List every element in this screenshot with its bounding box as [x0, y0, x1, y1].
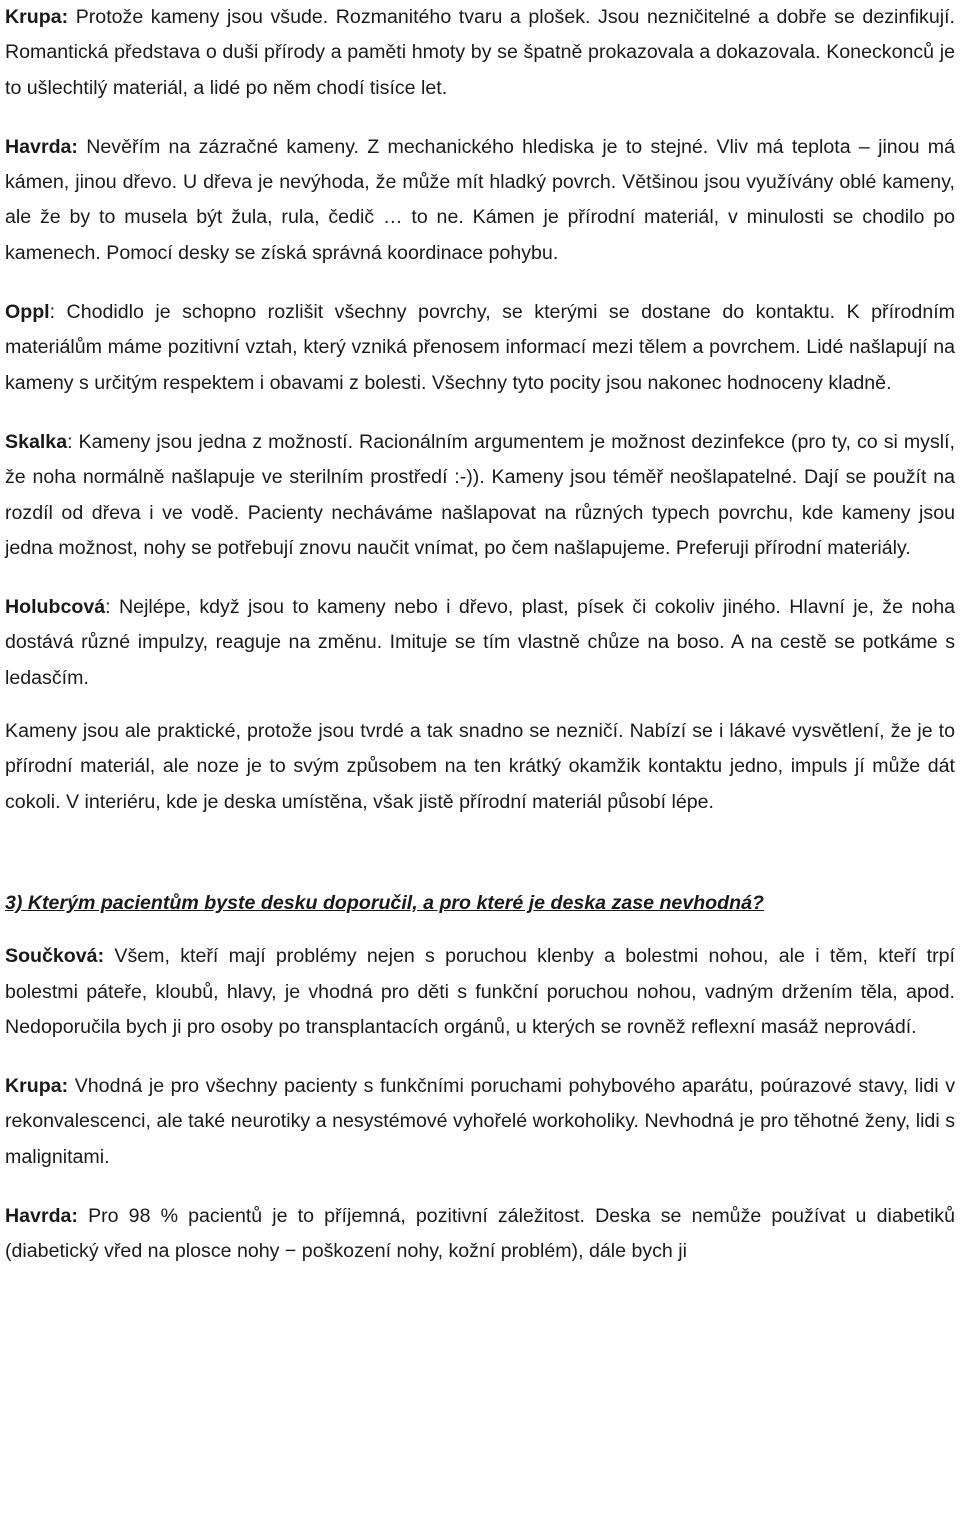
speaker-name: Součková:: [5, 945, 105, 968]
paragraph-skalka: [5, 425, 955, 566]
paragraph-text: Pro 98 % pacientů je to příjemná, pozitivní záležitost. Deska se nemůže používat u diabetiků (diabetický vřed na plosce nohy − poškození nohy, kožní problém), dále bych ji: [5, 1205, 955, 1263]
question-heading: 3) Kterým pacientům byste desku doporučil, a pro které je deska zase nevhodná?: [5, 891, 764, 914]
paragraph-text: Vhodná je pro všechny pacienty s funkčními poruchami pohybového aparátu, poúrazové stavy, lidi v rekonvalescenci, ale také neurotiky a nesystémové vyhořelé workoholiky. Nevhodná je pro těhotné ženy, lidi s malignitami.: [5, 1075, 955, 1168]
paragraph-text: Protože kameny jsou všude. Rozmanitého tvaru a plošek. Jsou nezničitelné a dobře se dezinfikují. Romantická představa o duši přírody a paměti hmoty by se špatně prokazovala a dokazovala. Koneckonců je to ušlechtilý materiál, a lidé po něm chodí tisíce let.: [5, 6, 955, 99]
document-page: [5, 0, 955, 1270]
paragraph-oppl: [5, 295, 955, 401]
paragraph-holubcova-continued: [5, 714, 955, 820]
answer-havrda: [5, 1199, 955, 1270]
speaker-name: Oppl: [5, 301, 50, 324]
paragraph-text: Nevěřím na zázračné kameny. Z mechanického hlediska je to stejné. Vliv má teplota – jinou má kámen, jinou dřevo. U dřeva je nevýhoda, že může mít hladký povrch. Většinou jsou využívány oblé kameny, ale že by to musela být žula, rula, čedič … to ne. Kámen je přírodní materiál, v minulosti se chodilo po kamenech. Pomocí desky se získá správná koordinace pohybu.: [5, 135, 955, 264]
paragraph-krupa-1: [5, 0, 955, 106]
answer-souckova: [5, 939, 955, 1045]
paragraph-text: Kameny jsou ale praktické, protože jsou tvrdé a tak snadno se nezničí. Nabízí se i lákavé vysvětlení, že je to přírodní materiál, ale noze je to svým způsobem na ten krátký okamžik kontaktu jedno, impuls jí může dát cokoli. V interiéru, kde je deska umístěna, však jistě přírodní materiál působí lépe.: [5, 720, 955, 813]
speaker-name: Skalka: [5, 430, 68, 453]
paragraph-havrda-1: [5, 130, 955, 271]
speaker-name: Holubcová: [5, 596, 106, 619]
paragraph-text: : Kameny jsou jedna z možností. Racionálním argumentem je možnost dezinfekce (pro ty, co si myslí, že noha normálně našlapuje ve sterilním prostředí :-)). Kameny jsou téměř neošlapatelné. Dají se použít na rozdíl od dřeva i ve vodě. Pacienty necháváme našlapovat na různých typech povrchu, kde kameny jsou jedna možnost, nohy se potřebují znovu naučit vnímat, po čem našlapujeme. Preferuji přírodní materiály.: [5, 430, 955, 559]
answer-krupa: [5, 1069, 955, 1175]
speaker-name: Krupa:: [5, 6, 69, 28]
paragraph-text: : Chodidlo je schopno rozlišit všechny povrchy, se kterými se dostane do kontaktu. K přírodním materiálům máme pozitivní vztah, který vzniká přenosem informací mezi tělem a povrchem. Lidé našlapují na kameny s určitým respektem i obavami z bolesti. Všechny tyto pocity jsou nakonec hodnoceny kladně.: [5, 301, 955, 394]
paragraph-text: : Nejlépe, když jsou to kameny nebo i dřevo, plast, písek či cokoliv jiného. Hlavní je, že noha dostává různé impulzy, reaguje na změnu. Imituje se tím vlastně chůze na boso. A na cestě se potkáme s ledasčím.: [5, 596, 955, 689]
speaker-name: Havrda:: [5, 1205, 78, 1228]
speaker-name: Krupa:: [5, 1075, 69, 1098]
speaker-name: Havrda:: [5, 135, 78, 158]
paragraph-holubcova: [5, 590, 955, 696]
paragraph-text: Všem, kteří mají problémy nejen s poruchou klenby a bolestmi nohou, ale i těm, kteří trpí bolestmi páteře, kloubů, hlavy, je vhodná pro děti s funkční poruchou nohou, vadným držením těla, apod. Nedoporučila bych ji pro osoby po transplantacích orgánů, u kterých se rovněž reflexní masáž neprovádí.: [5, 945, 955, 1038]
